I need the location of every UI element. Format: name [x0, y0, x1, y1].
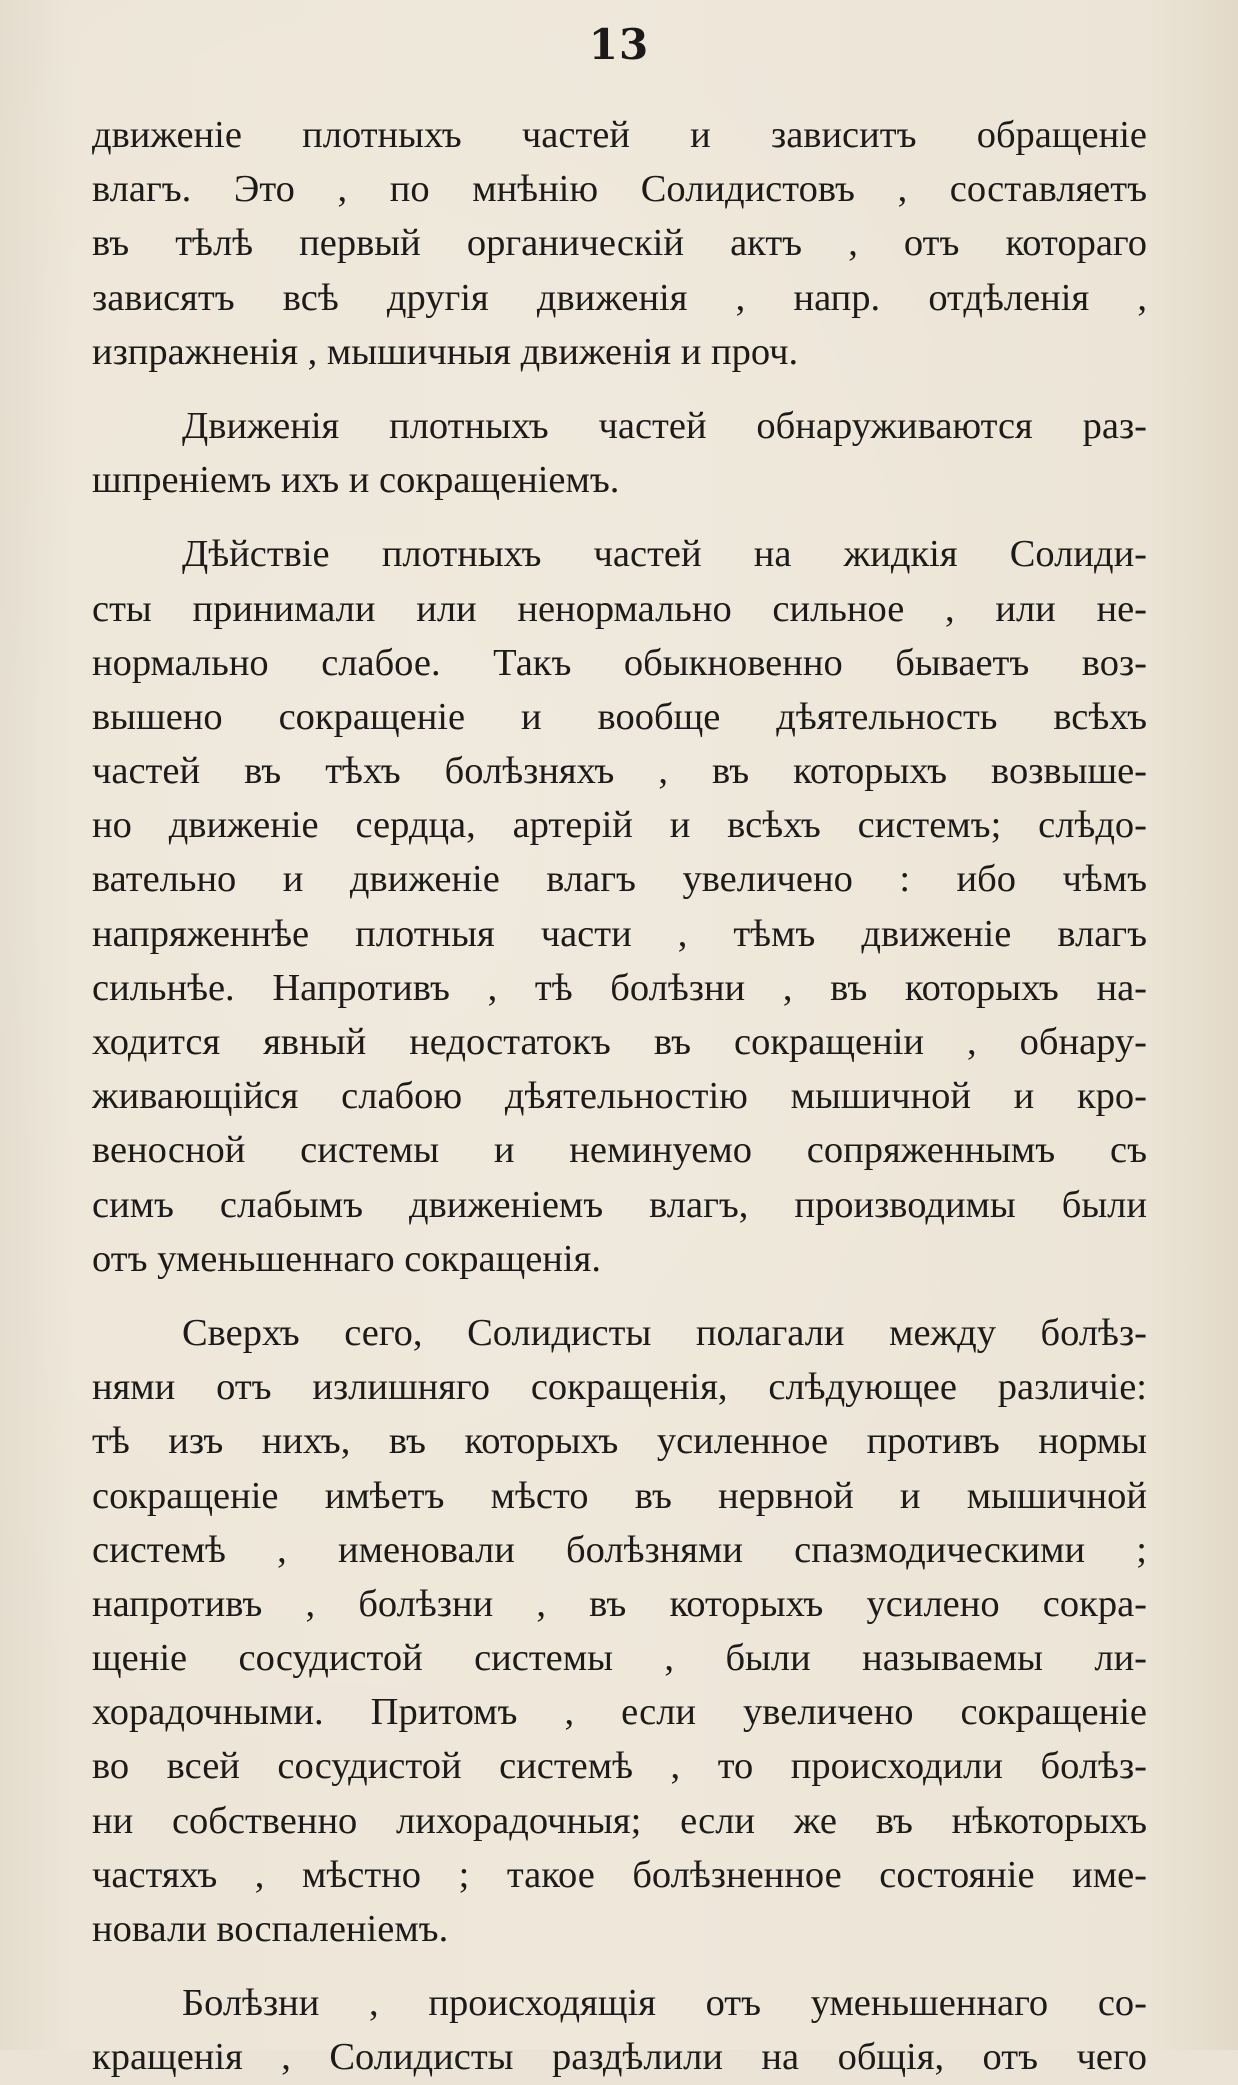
text-line: движеніе плотныхъ частей и зависитъ обращеніе — [92, 114, 1147, 156]
paragraph — [92, 399, 1147, 507]
text-line: отъ уменьшеннаго сокращенія. — [92, 1237, 601, 1280]
text-line: сты принимали или ненормально сильное , или не- — [92, 587, 1147, 630]
paragraph — [92, 1976, 1147, 2084]
text-line: напротивъ , болѣзни , въ которыхъ усилено сокра- — [92, 1582, 1147, 1625]
text-line: зависятъ всѣ другія движенія , напр. отдѣленія , — [92, 276, 1147, 319]
text-line: Сверхъ сего, Солидисты полагали между болѣз- — [182, 1311, 1147, 1354]
text-line: влагъ. Это , по мнѣнію Солидистовъ , составляетъ — [92, 168, 1147, 211]
paragraph — [92, 108, 1147, 379]
text-line: ходится явный недостатокъ въ сокращеніи , обнару- — [92, 1021, 1147, 1063]
text-line: тѣ изъ нихъ, въ которыхъ усиленное противъ нормы — [92, 1420, 1147, 1463]
text-line: но движеніе сердца, артерій и всѣхъ системъ; слѣдо- — [92, 804, 1147, 847]
text-line: Дѣйствіе плотныхъ частей на жидкія Солиди- — [182, 533, 1147, 576]
text-line: частей въ тѣхъ болѣзняхъ , въ которыхъ возвыше- — [92, 750, 1147, 793]
text-line: симъ слабымъ движеніемъ влагъ, производимы были — [92, 1183, 1147, 1226]
text-line: изпражненія , мышичныя движенія и проч. — [92, 330, 799, 373]
text-line: веносной системы и неминуемо сопряженнымъ съ — [92, 1129, 1147, 1172]
text-line: нями отъ излишняго сокращенія, слѣдующее различіе: — [92, 1366, 1147, 1409]
text-line: новали воспаленіемъ. — [92, 1908, 449, 1950]
text-line: живающійся слабою дѣятельностію мышичной и кро- — [92, 1075, 1147, 1118]
body-text — [92, 108, 1147, 2085]
text-line: кращенія , Солидисты раздѣлили на общія, отъ чего — [92, 2036, 1147, 2079]
text-line: напряженнѣе плотныя части , тѣмъ движеніе влагъ — [92, 912, 1147, 955]
text-line: хорадочными. Притомъ , если увеличено сокращеніе — [92, 1691, 1147, 1734]
text-line: частяхъ , мѣстно ; такое болѣзненное состояніе име- — [92, 1853, 1147, 1896]
text-line: системѣ , именовали болѣзнями спазмодическими ; — [92, 1528, 1147, 1571]
text-line: сильнѣе. Напротивъ , тѣ болѣзни , въ которыхъ на- — [92, 966, 1147, 1009]
text-line: щеніе сосудистой системы , были называемы ли- — [92, 1637, 1147, 1680]
text-line: нормально слабое. Такъ обыкновенно бываетъ воз- — [92, 641, 1147, 684]
text-line: Болѣзни , происходящія отъ уменьшеннаго со- — [182, 1982, 1147, 2025]
paragraph — [92, 1306, 1147, 1956]
text-line: ни собственно лихорадочныя; если же въ нѣкоторыхъ — [92, 1799, 1147, 1842]
text-line: во всей сосудистой системѣ , то происходили болѣз- — [92, 1745, 1147, 1788]
page-number: 13 — [588, 20, 650, 69]
text-line: сокращеніе имѣетъ мѣсто въ нервной и мышичной — [92, 1474, 1147, 1517]
text-line: вышено сокращеніе и вообще дѣятельность всѣхъ — [92, 695, 1147, 738]
text-line: вательно и движеніе влагъ увеличено : ибо чѣмъ — [92, 858, 1147, 901]
text-line: шпреніемъ ихъ и сокращеніемъ. — [92, 459, 620, 502]
text-line: въ тѣлѣ первый органическій актъ , отъ котораго — [92, 222, 1147, 265]
paragraph — [92, 527, 1147, 1286]
text-line: Движенія плотныхъ частей обнаруживаются раз- — [182, 404, 1147, 447]
